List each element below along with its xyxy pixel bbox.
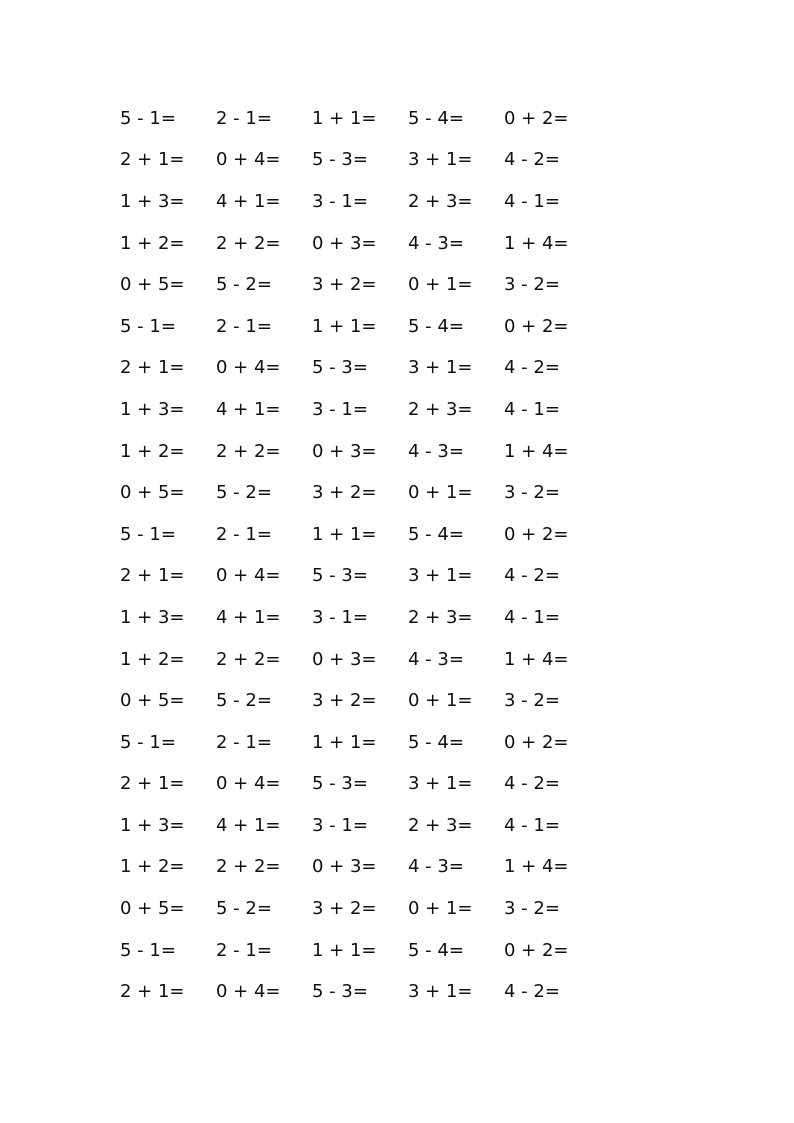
math-problem: 0 + 1=: [408, 898, 473, 920]
math-problem: 2 + 2=: [216, 440, 281, 462]
math-problem: 4 + 1=: [216, 606, 281, 628]
problem-row: [120, 805, 600, 847]
math-problem: 0 + 1=: [408, 274, 473, 296]
math-problem: 3 - 1=: [312, 814, 368, 836]
math-problem: 2 + 2=: [216, 648, 281, 670]
math-problem: 5 - 2=: [216, 274, 272, 296]
math-problem: 2 + 2=: [216, 232, 281, 254]
math-problem: 5 - 3=: [312, 565, 368, 587]
problem-row: [120, 472, 600, 514]
math-problem: 1 + 2=: [120, 232, 185, 254]
problem-row: [120, 680, 600, 722]
math-problem: 5 - 4=: [408, 939, 464, 961]
problem-row: [120, 764, 600, 806]
problem-row: [120, 389, 600, 431]
math-problem: 2 - 1=: [216, 523, 272, 545]
math-problem: 2 + 1=: [120, 357, 185, 379]
math-problem: 2 + 1=: [120, 773, 185, 795]
math-problem: 0 + 3=: [312, 232, 377, 254]
math-problem: 3 + 2=: [312, 274, 377, 296]
math-problem: 4 - 2=: [504, 565, 560, 587]
math-problem: 1 + 4=: [504, 856, 569, 878]
math-problem: 1 + 1=: [312, 731, 377, 753]
math-problem: 4 - 3=: [408, 856, 464, 878]
math-problem: 2 + 1=: [120, 565, 185, 587]
math-problem: 5 - 2=: [216, 482, 272, 504]
math-problem: 0 + 4=: [216, 773, 281, 795]
problem-row: [120, 264, 600, 306]
problem-row: [120, 556, 600, 598]
math-problem: 4 - 1=: [504, 606, 560, 628]
math-problem: 4 - 1=: [504, 398, 560, 420]
math-problem: 3 + 1=: [408, 773, 473, 795]
math-problem: 0 + 2=: [504, 939, 569, 961]
math-problem: 1 + 3=: [120, 814, 185, 836]
math-problem: 5 - 4=: [408, 731, 464, 753]
problem-row: [120, 930, 600, 972]
math-problem: 0 + 3=: [312, 440, 377, 462]
math-problem: 2 + 3=: [408, 814, 473, 836]
math-problem: 4 - 3=: [408, 232, 464, 254]
math-problem: 4 - 1=: [504, 814, 560, 836]
math-problem: 3 - 2=: [504, 690, 560, 712]
math-problem: 5 - 1=: [120, 523, 176, 545]
problem-row: [120, 181, 600, 223]
problem-row: [120, 140, 600, 182]
math-problem: 0 + 2=: [504, 315, 569, 337]
math-problem: 1 + 4=: [504, 440, 569, 462]
math-problem: 0 + 2=: [504, 107, 569, 129]
math-problem: 5 - 1=: [120, 939, 176, 961]
math-problem: 0 + 1=: [408, 690, 473, 712]
math-problem: 3 + 1=: [408, 149, 473, 171]
problem-row: [120, 306, 600, 348]
math-problem: 1 + 1=: [312, 315, 377, 337]
math-problem: 0 + 2=: [504, 731, 569, 753]
math-problem: 2 + 3=: [408, 606, 473, 628]
problem-row: [120, 639, 600, 681]
problem-row: [120, 847, 600, 889]
math-problem: 4 - 2=: [504, 357, 560, 379]
math-problem: 4 - 3=: [408, 440, 464, 462]
math-problem: 2 - 1=: [216, 315, 272, 337]
math-problem: 0 + 4=: [216, 149, 281, 171]
math-problem: 5 - 4=: [408, 315, 464, 337]
math-problem: 4 + 1=: [216, 814, 281, 836]
arithmetic-worksheet: [120, 98, 600, 1013]
math-problem: 5 - 1=: [120, 315, 176, 337]
math-problem: 3 + 1=: [408, 565, 473, 587]
math-problem: 4 - 2=: [504, 981, 560, 1003]
math-problem: 5 - 2=: [216, 690, 272, 712]
math-problem: 2 + 3=: [408, 190, 473, 212]
math-problem: 1 + 2=: [120, 648, 185, 670]
math-problem: 3 + 1=: [408, 357, 473, 379]
math-problem: 0 + 4=: [216, 565, 281, 587]
math-problem: 2 + 2=: [216, 856, 281, 878]
math-problem: 0 + 3=: [312, 648, 377, 670]
math-problem: 5 - 4=: [408, 107, 464, 129]
math-problem: 3 - 2=: [504, 898, 560, 920]
math-problem: 0 + 5=: [120, 690, 185, 712]
math-problem: 5 - 3=: [312, 981, 368, 1003]
math-problem: 1 + 2=: [120, 440, 185, 462]
math-problem: 2 + 3=: [408, 398, 473, 420]
math-problem: 1 + 3=: [120, 606, 185, 628]
math-problem: 2 - 1=: [216, 939, 272, 961]
math-problem: 2 + 1=: [120, 981, 185, 1003]
math-problem: 2 - 1=: [216, 731, 272, 753]
math-problem: 3 + 2=: [312, 482, 377, 504]
problem-row: [120, 514, 600, 556]
problem-row: [120, 597, 600, 639]
math-problem: 1 + 4=: [504, 232, 569, 254]
math-problem: 1 + 1=: [312, 107, 377, 129]
math-problem: 1 + 2=: [120, 856, 185, 878]
problem-row: [120, 888, 600, 930]
math-problem: 3 - 2=: [504, 274, 560, 296]
math-problem: 1 + 3=: [120, 190, 185, 212]
math-problem: 3 - 1=: [312, 606, 368, 628]
math-problem: 4 - 2=: [504, 773, 560, 795]
math-problem: 4 - 3=: [408, 648, 464, 670]
problem-row: [120, 223, 600, 265]
math-problem: 4 - 1=: [504, 190, 560, 212]
math-problem: 0 + 5=: [120, 898, 185, 920]
math-problem: 0 + 2=: [504, 523, 569, 545]
math-problem: 5 - 4=: [408, 523, 464, 545]
math-problem: 1 + 1=: [312, 939, 377, 961]
math-problem: 0 + 1=: [408, 482, 473, 504]
math-problem: 5 - 1=: [120, 107, 176, 129]
problem-row: [120, 971, 600, 1013]
math-problem: 5 - 3=: [312, 149, 368, 171]
math-problem: 2 - 1=: [216, 107, 272, 129]
math-problem: 1 + 1=: [312, 523, 377, 545]
math-problem: 1 + 3=: [120, 398, 185, 420]
math-problem: 4 + 1=: [216, 398, 281, 420]
problem-row: [120, 98, 600, 140]
math-problem: 0 + 3=: [312, 856, 377, 878]
math-problem: 5 - 3=: [312, 773, 368, 795]
math-problem: 0 + 5=: [120, 482, 185, 504]
math-problem: 5 - 2=: [216, 898, 272, 920]
math-problem: 3 - 1=: [312, 190, 368, 212]
math-problem: 3 + 1=: [408, 981, 473, 1003]
math-problem: 0 + 5=: [120, 274, 185, 296]
math-problem: 5 - 1=: [120, 731, 176, 753]
math-problem: 1 + 4=: [504, 648, 569, 670]
math-problem: 0 + 4=: [216, 357, 281, 379]
math-problem: 3 - 2=: [504, 482, 560, 504]
math-problem: 3 + 2=: [312, 898, 377, 920]
math-problem: 2 + 1=: [120, 149, 185, 171]
problem-row: [120, 431, 600, 473]
math-problem: 3 - 1=: [312, 398, 368, 420]
math-problem: 4 - 2=: [504, 149, 560, 171]
problem-row: [120, 722, 600, 764]
problem-row: [120, 348, 600, 390]
math-problem: 4 + 1=: [216, 190, 281, 212]
math-problem: 5 - 3=: [312, 357, 368, 379]
math-problem: 0 + 4=: [216, 981, 281, 1003]
math-problem: 3 + 2=: [312, 690, 377, 712]
